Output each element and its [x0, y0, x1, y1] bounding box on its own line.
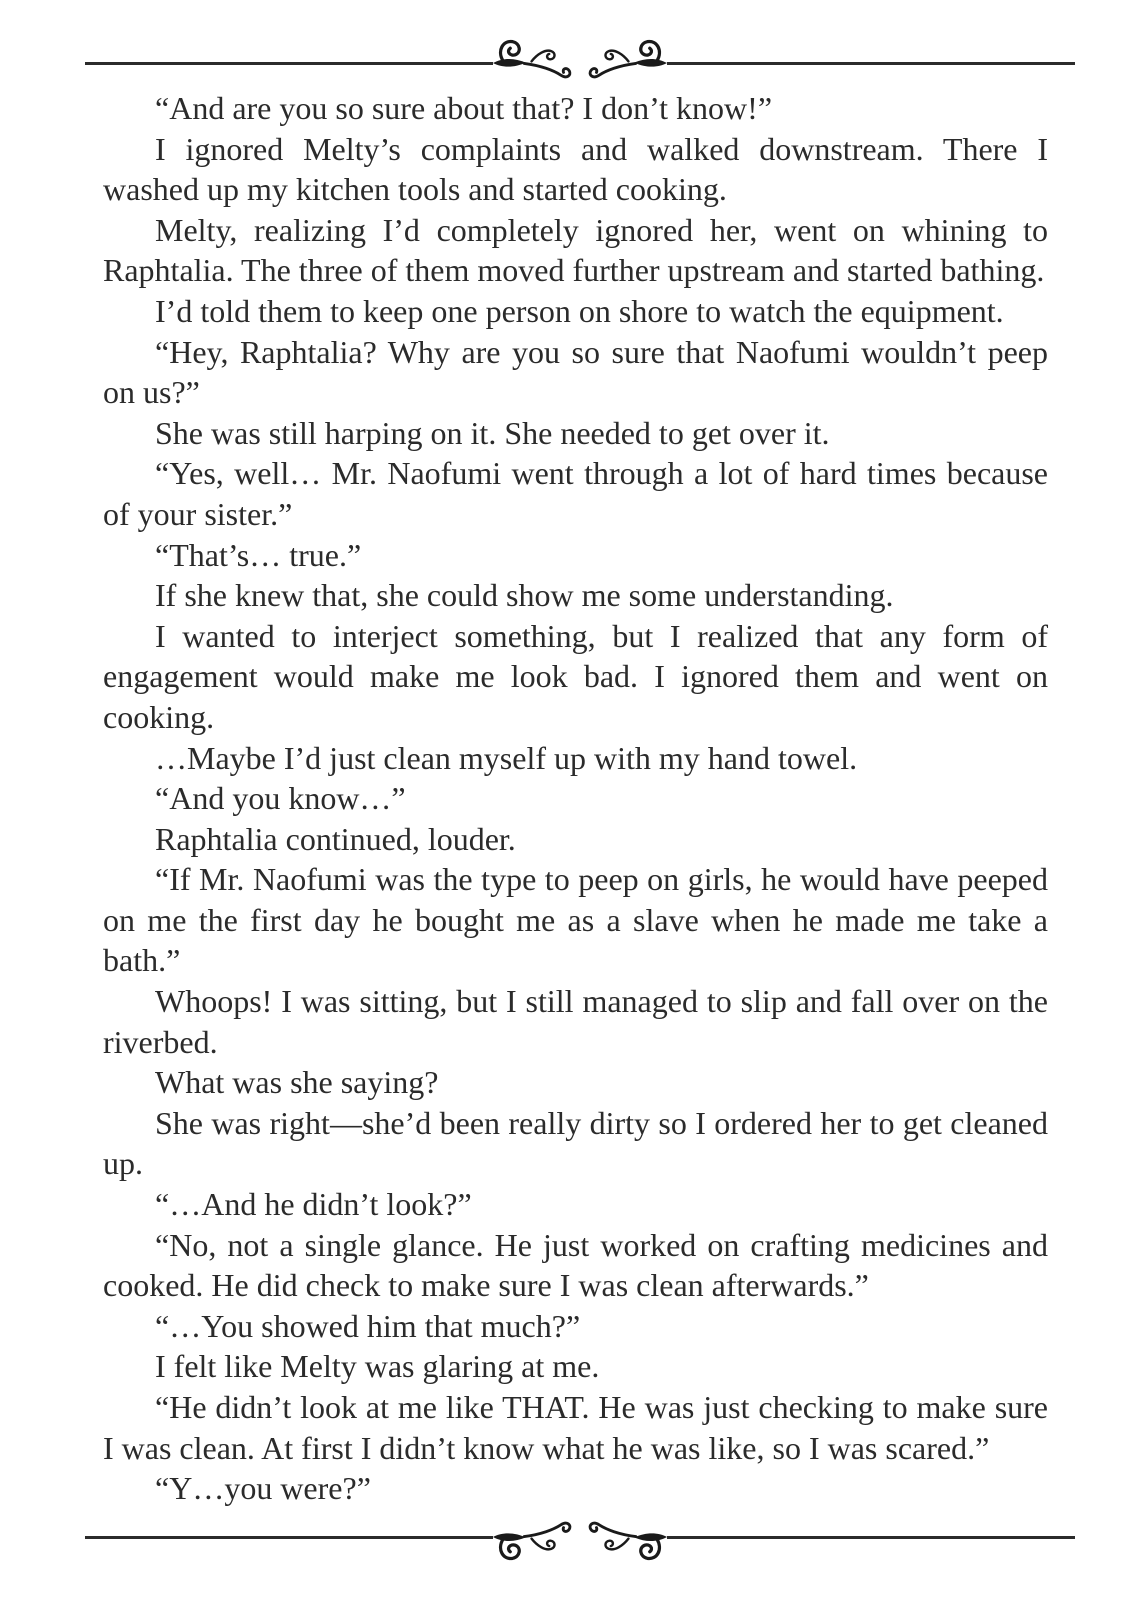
paragraph: I felt like Melty was glaring at me.: [155, 1348, 600, 1385]
flourish-icon: [585, 35, 667, 91]
paragraph: She was still harping on it. She needed to get over it.: [155, 414, 830, 451]
bottom-divider: [85, 1505, 1075, 1569]
flourish-icon: [493, 35, 575, 91]
paragraph: “No, not a single glance. He just worked on crafting medicines and cooked. He did check to make sure I was clean afterwards.”: [103, 1226, 1048, 1304]
paragraph: “He didn’t look at me like THAT. He was just checking to make sure I was clean. At first I didn’t know what he was like, so I was scared.”: [103, 1389, 1048, 1466]
paragraph: …Maybe I’d just clean myself up with my hand towel.: [155, 739, 858, 776]
paragraph: “If Mr. Naofumi was the type to peep on girls, he would have peeped on me the first day he bought me as a slave when he made me take a bath.”: [103, 861, 1048, 979]
paragraph: If she knew that, she could show me some understanding.: [155, 577, 894, 614]
paragraph: “And you know…”: [155, 780, 406, 817]
paragraph: “That’s… true.”: [155, 536, 362, 573]
paragraph: “…You showed him that much?”: [155, 1307, 581, 1344]
paragraph: “…And he didn’t look?”: [155, 1186, 472, 1223]
paragraph: Raphtalia continued, louder.: [155, 820, 516, 857]
paragraph: I’d told them to keep one person on shore to watch the equipment.: [155, 292, 1004, 329]
top-rule-left: [85, 62, 493, 65]
top-divider: [85, 31, 1075, 95]
flourish-icon: [585, 1509, 667, 1565]
paragraph: What was she saying?: [155, 1064, 439, 1101]
top-rule-right: [667, 62, 1075, 65]
bottom-rule-left: [85, 1536, 493, 1539]
paragraph: “Hey, Raphtalia? Why are you so sure that Naofumi wouldn’t peep on us?”: [103, 333, 1048, 411]
flourish-icon: [493, 1509, 575, 1565]
paragraph: I wanted to interject something, but I realized that any form of engagement would make me look bad. I ignored them and went on cooking.: [103, 617, 1048, 735]
page-text: [103, 88, 1048, 1509]
paragraph: She was right—she’d been really dirty so I ordered her to get cleaned up.: [103, 1104, 1048, 1182]
bottom-rule-right: [667, 1536, 1075, 1539]
paragraph: “Y…you were?”: [155, 1470, 371, 1507]
paragraph: Melty, realizing I’d completely ignored her, went on whining to Raphtalia. The three of them moved further upstream and started bathing.: [103, 211, 1048, 289]
paragraph: “Yes, well… Mr. Naofumi went through a lot of hard times because of your sister.”: [103, 455, 1048, 532]
paragraph: “And are you so sure about that? I don’t know!”: [155, 90, 773, 126]
paragraph: I ignored Melty’s complaints and walked downstream. There I washed up my kitchen tools and started cooking.: [103, 130, 1048, 208]
paragraph: Whoops! I was sitting, but I still managed to slip and fall over on the riverbed.: [103, 983, 1048, 1060]
